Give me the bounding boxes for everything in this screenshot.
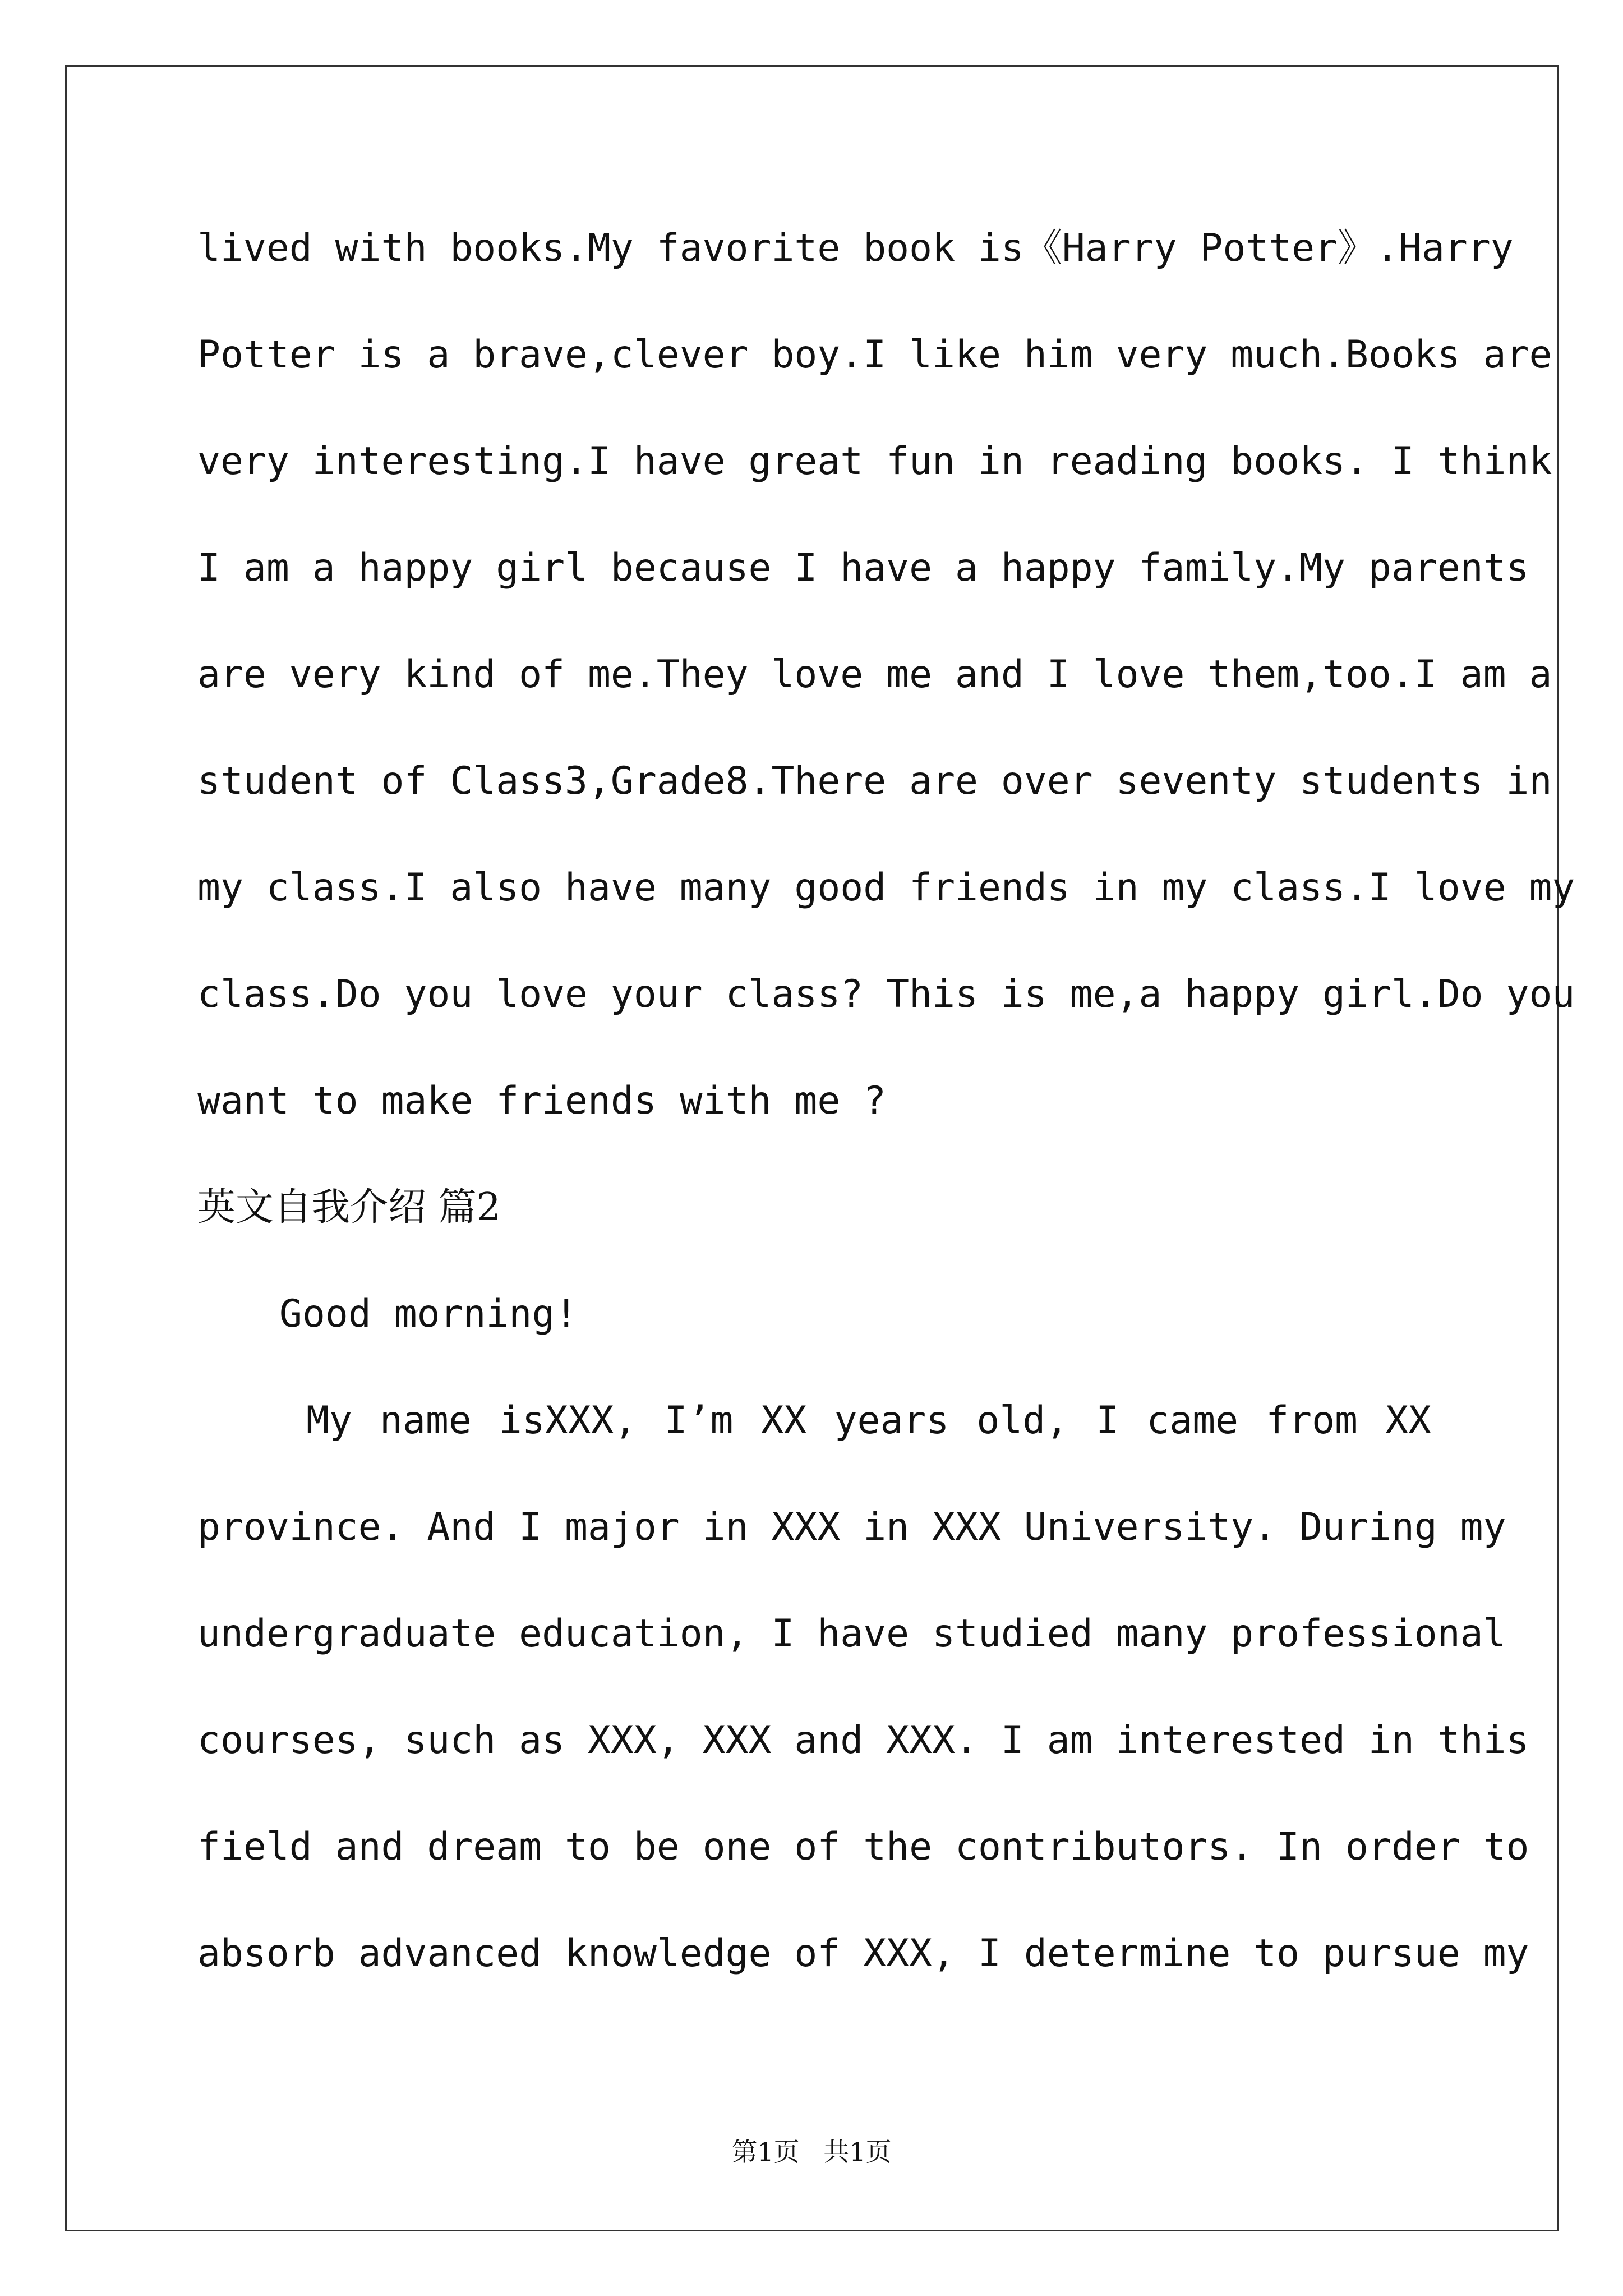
text-line: very interesting.I have great fun in reading books. I think: [197, 439, 1552, 484]
text-line: student of Class3,Grade8.There are over seventy students in: [197, 759, 1552, 803]
text-line: want to make friends with me ?: [197, 1079, 887, 1123]
page-footer: [0, 2132, 1623, 2169]
text-line: undergraduate education, I have studied many professional: [197, 1612, 1506, 1656]
document-body: [197, 220, 1575, 2032]
section-heading: 英文自我介绍 篇2: [197, 1185, 501, 1230]
paragraph-1: [197, 220, 1575, 1180]
paragraph-2: [197, 1393, 1529, 2032]
text-line: field and dream to be one of the contributors. In order to: [197, 1825, 1529, 1869]
text-line: My name isXXX, I’m XX years old, I came from XX: [306, 1398, 1431, 1443]
text-line: I am a happy girl because I have a happy family.My parents: [197, 546, 1529, 590]
page-number: 第1页: [731, 2137, 800, 2167]
text-line: class.Do you love your class? This is me,a happy girl.Do you: [197, 972, 1575, 1016]
text-line: province. And I major in XXX in XXX University. During my: [197, 1505, 1506, 1549]
greeting-line: Good morning!: [279, 1292, 578, 1336]
text-line: absorb advanced knowledge of XXX, I determine to pursue my: [197, 1931, 1529, 1976]
text-line: lived with books.My favorite book is《Harry Potter》.Harry: [197, 226, 1514, 270]
text-line: are very kind of me.They love me and I love them,too.I am a: [197, 652, 1552, 697]
page-total: 共1页: [823, 2137, 892, 2167]
text-line: courses, such as XXX, XXX and XXX. I am interested in this: [197, 1718, 1529, 1763]
text-line: Potter is a brave,clever boy.I like him very much.Books are: [197, 333, 1552, 377]
text-line: my class.I also have many good friends in my class.I love my: [197, 866, 1575, 910]
